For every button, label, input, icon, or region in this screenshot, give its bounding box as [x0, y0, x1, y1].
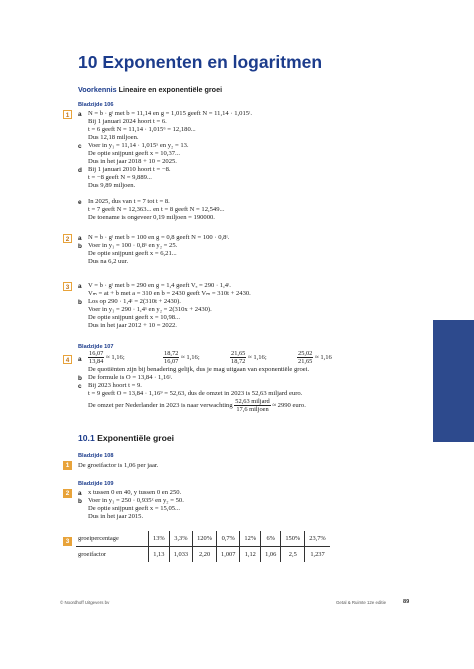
ex4-a-conclusion: De quotiënten zijn bij benadering gelijk, dus je mag uitgaan van exponentiële groei. [88, 366, 310, 373]
ex1-c-line-1: Voer in y₁ = 11,14 · 1,015ˣ en y₂ = 13. [88, 142, 189, 149]
table-cell: 1,06 [261, 547, 281, 563]
ex2-b-line-2: De optie snijpunt geeft x = 6,21... [88, 250, 177, 257]
exercise-number-2: 2 [63, 234, 72, 243]
ratio-4-value: ≈ 1,16 [315, 354, 332, 362]
part-label-b: b [78, 498, 82, 505]
exercise-number-1: 1 [63, 461, 72, 470]
section-name: Exponentiële groei [97, 433, 175, 443]
ratio-2-numerator: 18,72 [164, 350, 179, 357]
table-row [76, 531, 330, 547]
part-label-b: b [78, 243, 82, 250]
ratio-2-denominator: 16,07 [164, 358, 179, 365]
part-label-a: a [78, 490, 82, 497]
ex3-a-line-1: V = b · gᵗ met b = 290 en g = 1,4 geeft Vₐ = 290 · 1,4ᵗ. [88, 282, 231, 289]
ratio-1-denominator: 13,84 [89, 358, 104, 365]
section-prefix: Voorkennis [78, 85, 117, 94]
page-ref-109: Bladzijde 109 [78, 481, 114, 487]
section-number: 10.1 [78, 433, 95, 443]
table-cell: 12% [240, 531, 261, 547]
part-label-d: d [78, 167, 82, 174]
ex1-a-line-4: Dus 12,18 miljoen. [88, 134, 139, 141]
per-capita-result: ≈ 2990 euro. [272, 402, 306, 410]
ex2-b-line-2: De optie snijpunt geeft x = 15,05... [88, 505, 180, 512]
ex1-d-line-2: t = −8 geeft N = 9,889... [88, 174, 152, 181]
ex3-b-line-2: Voer in y₁ = 290 · 1,4ˣ en y₂ = 2(310x + 2430). [88, 306, 212, 313]
ex1-c-line-2: De optie snijpunt geeft x = 10,37... [88, 150, 180, 157]
ex2-b-line-3: Dus na 6,2 uur. [88, 258, 129, 265]
ratio-4 [297, 350, 332, 365]
ex1-answer: De groeifactor is 1,06 per jaar. [78, 462, 159, 469]
ratio-1 [88, 350, 125, 365]
section-title: Lineaire en exponentiële groei [118, 85, 223, 94]
table-cell: 150% [281, 531, 305, 547]
part-label-b: b [78, 375, 82, 382]
ratio-3-numerator: 21,65 [231, 350, 246, 357]
part-label-a: a [78, 235, 82, 242]
table-cell: 23,7% [305, 531, 330, 547]
ex1-e-line-1: In 2025, dus van t = 7 tot t = 8. [88, 198, 170, 205]
ex3-b-line-3: De optie snijpunt geeft x = 10,98... [88, 314, 180, 321]
table-cell: 1,007 [217, 547, 240, 563]
table-cell: 2,5 [281, 547, 305, 563]
ex1-a-line-3: t = 6 geeft N = 11,14 · 1,015⁶ = 12,180... [88, 126, 196, 133]
ex1-a-line-2: Bij 1 januari 2024 hoort t = 6. [88, 118, 167, 125]
ex4-c-line-2: t = 9 geeft O = 13,84 · 1,16⁹ = 52,63, dus de omzet in 2023 is 52,63 miljard euro. [88, 390, 303, 397]
ex1-d-line-3: Dus 9,89 miljoen. [88, 182, 136, 189]
table-row [76, 547, 330, 563]
per-capita-numerator: 52,63 miljard [235, 398, 270, 405]
ex2-window-line: x tussen 0 en 40, y tussen 0 en 250. [88, 489, 182, 496]
row-label-percentage: groeipercentage [76, 531, 149, 547]
ex3-b-line-1: Los op 290 · 1,4ᵗ = 2(310t + 2430). [88, 298, 181, 305]
ex2-b-line-1: Voer in y₁ = 250 · 0,935ˣ en y₂ = 50. [88, 497, 184, 504]
table-cell: 120% [193, 531, 217, 547]
ex1-e-line-3: De toename is ongeveer 0,19 miljoen = 190000. [88, 214, 215, 221]
chapter-side-tab [433, 320, 474, 442]
page-ref-106: Bladzijde 106 [78, 102, 114, 108]
page-ref-108: Bladzijde 108 [78, 453, 114, 459]
exercise-number-3: 3 [63, 282, 72, 291]
part-label-a: a [78, 356, 82, 363]
table-cell: 1,033 [169, 547, 192, 563]
ratio-2 [163, 350, 200, 365]
ex1-a-line-1: N = b · gᵗ met b = 11,14 en g = 1,015 geeft N = 11,14 · 1,015ᵗ. [88, 110, 252, 117]
ratio-4-denominator: 21,65 [298, 358, 313, 365]
row-label-factor: groeifactor [78, 551, 107, 558]
table-cell: 13% [149, 531, 170, 547]
ex4-c-line-1: Bij 2023 hoort t = 9. [88, 382, 142, 389]
table-cell: 1,237 [305, 547, 330, 563]
table-cell: 1,13 [149, 547, 170, 563]
ex2-b-line-3: Dus in het jaar 2015. [88, 513, 144, 520]
growth-table [76, 531, 330, 562]
ratio-3-denominator: 18,72 [231, 358, 246, 365]
exercise-number-3: 3 [63, 537, 72, 546]
page-number: 89 [403, 599, 410, 605]
ex4-c-line-3 [88, 398, 306, 413]
ex1-c-line-3: Dus in het jaar 2018 + 10 = 2025. [88, 158, 177, 165]
ex3-a-line-2: Vₘ = at + b met a = 310 en b = 2430 geeft Vₘ = 310t + 2430. [88, 290, 251, 297]
page-ref-107: Bladzijde 107 [78, 344, 114, 350]
ratio-3-value: ≈ 1,16; [248, 354, 267, 362]
exercise-number-1: 1 [63, 110, 72, 119]
ratio-4-numerator: 25,02 [298, 350, 313, 357]
table-cell: 6% [261, 531, 281, 547]
table-cell: 1,12 [240, 547, 261, 563]
ex3-b-line-4: Dus in het jaar 2012 + 10 = 2022. [88, 322, 177, 329]
section-heading [78, 85, 222, 94]
ratio-1-value: ≈ 1,16; [106, 354, 125, 362]
part-label-e: e [78, 199, 82, 206]
ex1-e-line-2: t = 7 geeft N = 12,363... en t = 8 geeft N = 12,549... [88, 206, 225, 213]
section-10-1-heading [78, 433, 174, 443]
table-cell: 2,20 [193, 547, 217, 563]
ratio-1-numerator: 16,07 [89, 350, 104, 357]
ex1-d-line-1: Bij 1 januari 2010 hoort t = −8. [88, 166, 171, 173]
ex2-b-line-1: Voer in y₁ = 100 · 0,8ˣ en y₂ = 25. [88, 242, 178, 249]
exercise-number-2: 2 [63, 489, 72, 498]
ex4-b-line: De formule is O = 13,84 · 1,16ᵗ. [88, 374, 173, 381]
part-label-b: b [78, 299, 82, 306]
exercise-number-4: 4 [63, 355, 72, 364]
part-label-a: a [78, 283, 82, 290]
chapter-title: 10 Exponenten en logaritmen [78, 52, 323, 72]
per-capita-denominator: 17,6 miljoen [236, 406, 269, 413]
footer-copyright: © Noordhoff Uitgevers bv [60, 600, 110, 605]
ratio-3 [230, 350, 267, 365]
part-label-c: c [78, 143, 82, 150]
ratio-2-value: ≈ 1,16; [181, 354, 200, 362]
table-cell: 3,3% [169, 531, 192, 547]
part-label-c: c [78, 383, 82, 390]
ex2-a-line-1: N = b · gᵗ met b = 100 en g = 0,8 geeft N = 100 · 0,8ᵗ. [88, 234, 230, 241]
table-cell: 0,7% [217, 531, 240, 547]
footer-edition: Getal & Ruimte 12e editie [336, 600, 387, 605]
ex4-c-per-capita-text: De omzet per Nederlander in 2023 is naar verwachting [88, 402, 233, 410]
part-label-a: a [78, 111, 82, 118]
